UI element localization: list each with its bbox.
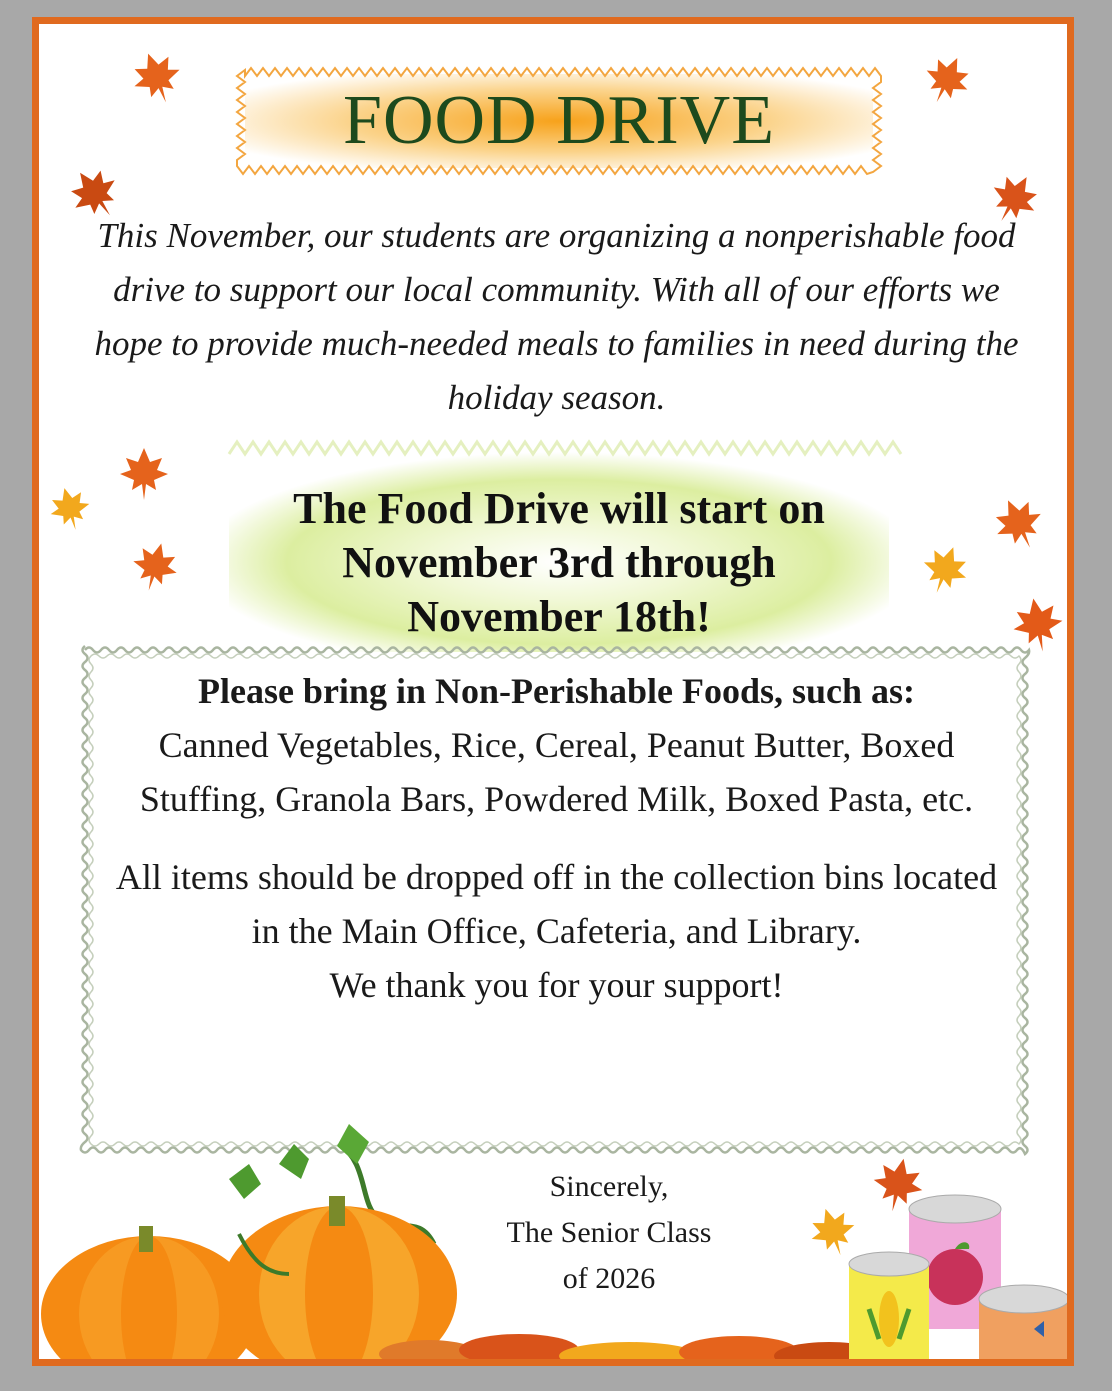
page-title: FOOD DRIVE [343,82,775,159]
dates-line-2: November 3rd through [342,538,776,587]
intro-paragraph: This November, our students are organizing a nonperishable food drive to support our local community. With all of our efforts we hope to provide much-needed meals to families in need during the holiday season. [94,216,1019,417]
bring-heading: Please bring in Non-Perishable Foods, such as: [197,671,916,711]
bring-items: Canned Vegetables, Rice, Cereal, Peanut Butter, Boxed Stuffing, Granola Bars, Powdered Milk, Boxed Pasta, etc. [139,725,974,819]
maple-leaf-icon [989,494,1049,554]
flyer-frame [32,17,1074,1366]
dates-banner [179,434,939,659]
info-box [79,642,1034,1160]
can-icon [839,1189,1074,1366]
dropoff-text: All items should be dropped off in the collection bins located in the Main Office, Cafeteria, and Library. [115,857,998,951]
signoff-line-2: The Senior Class [506,1216,712,1249]
maple-leaf-icon [127,48,187,108]
thanks-text: We thank you for your support! [329,965,784,1005]
maple-leaf-icon [45,484,95,534]
dates-line-3: November 18th! [407,592,711,641]
maple-leaf-icon [114,444,174,504]
dates-line-1: The Food Drive will start on [293,484,825,533]
signoff-line-3: of 2026 [562,1262,656,1295]
signoff [469,1164,749,1302]
dates-text [179,482,939,644]
signoff-line-1: Sincerely, [549,1170,669,1203]
maple-leaf-icon [919,52,975,108]
maple-leaf-icon [127,539,183,595]
title-banner [209,62,909,180]
leaf-pile-icon [369,1294,889,1366]
